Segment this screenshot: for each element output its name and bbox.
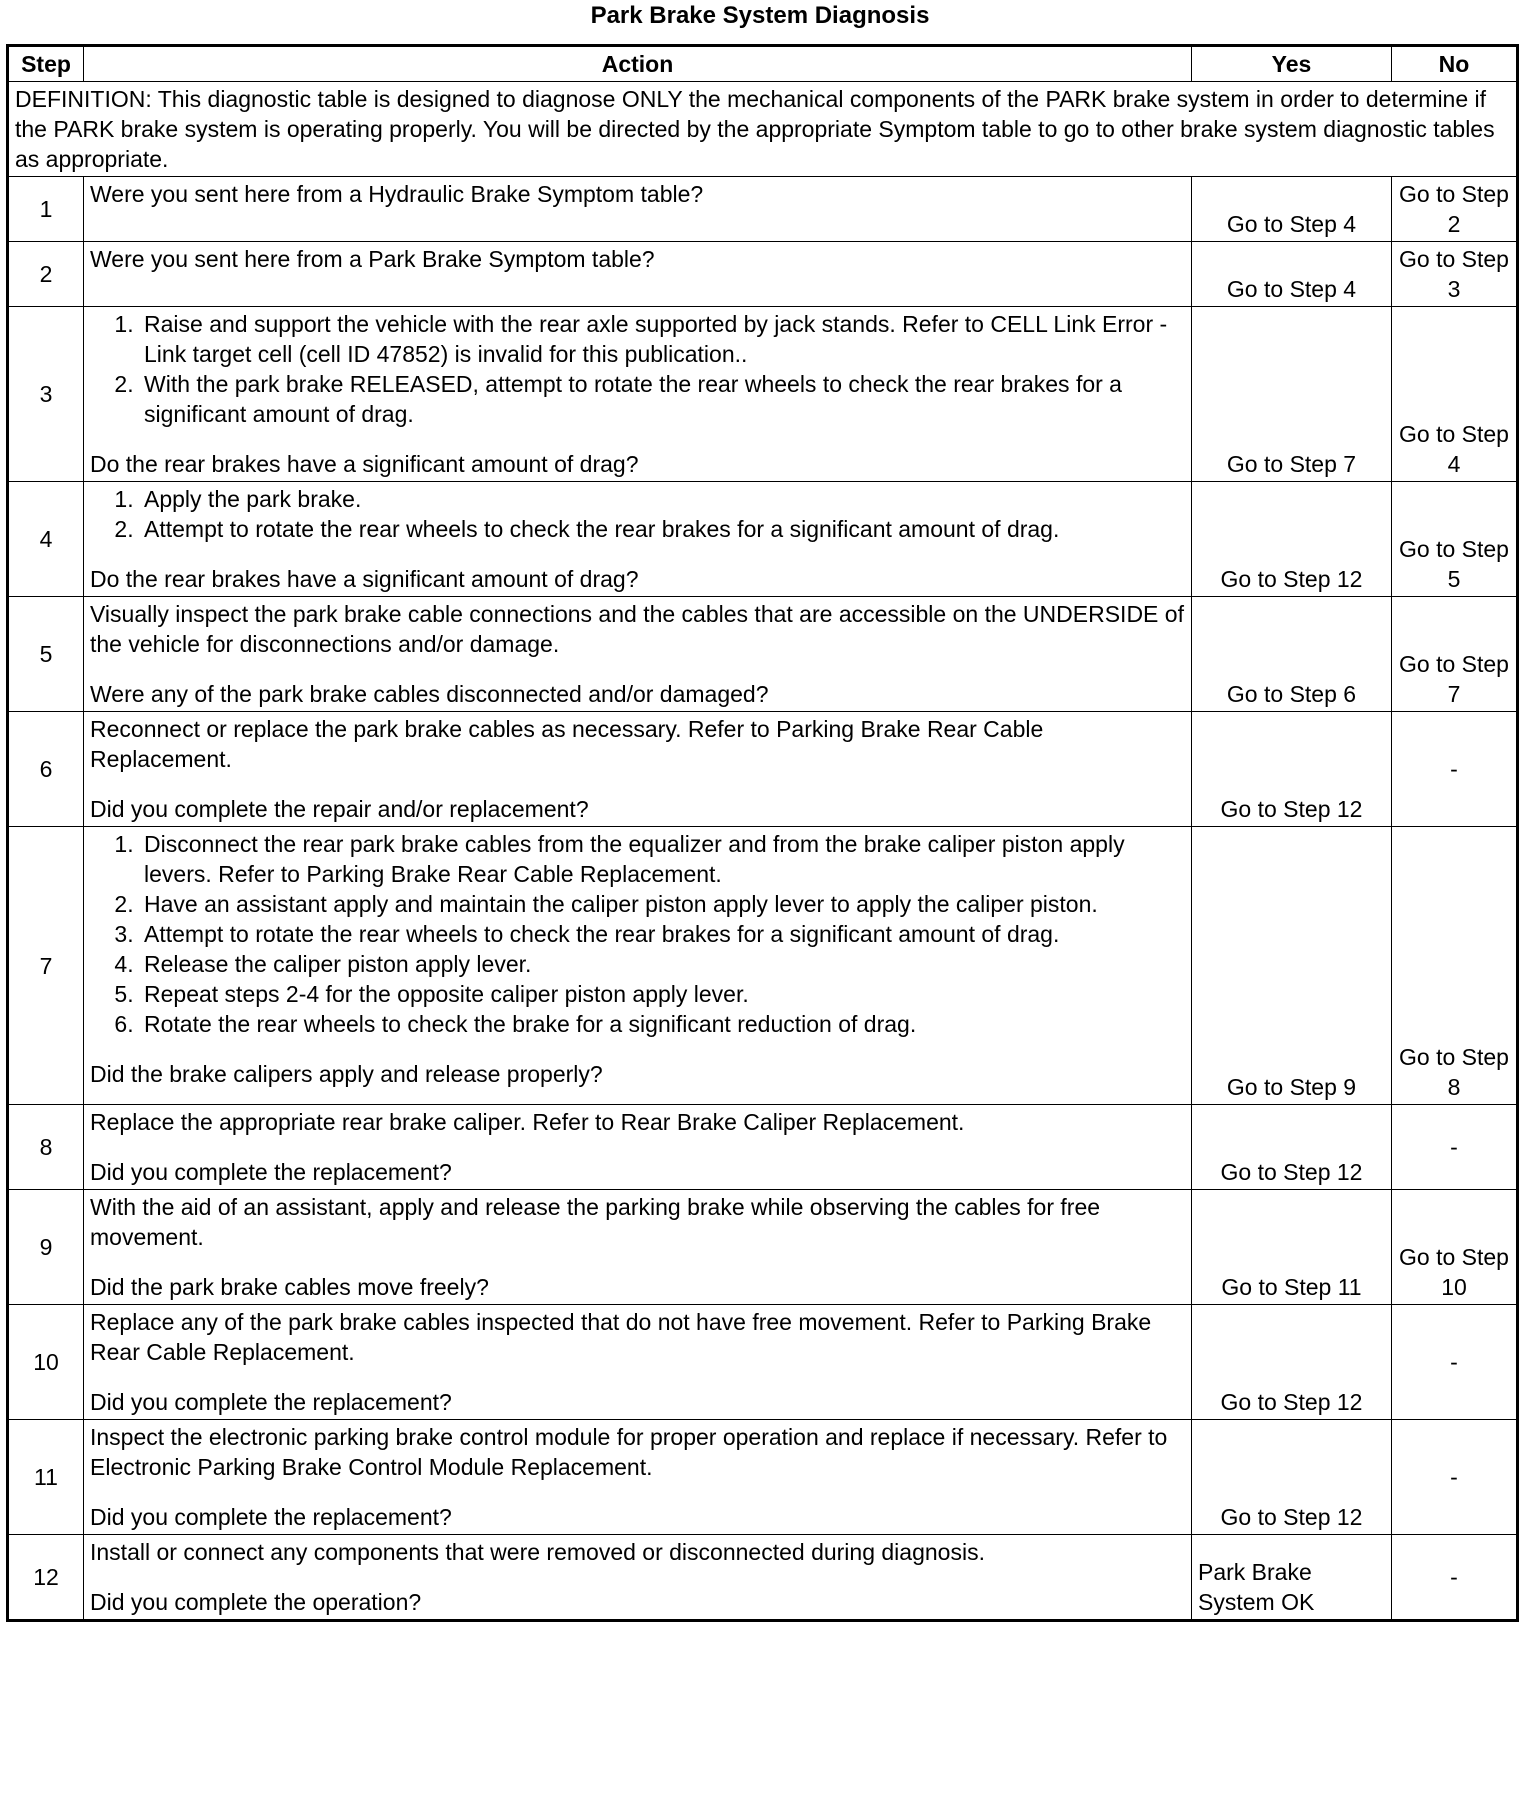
header-no: No — [1392, 46, 1518, 82]
action-question: Do the rear brakes have a significant amount of drag? — [90, 566, 639, 592]
yes-result: Go to Step 11 — [1192, 1190, 1392, 1305]
action-cell — [84, 827, 1192, 1105]
step-number: 4 — [8, 482, 84, 597]
action-step-item: 2. With the park brake RELEASED, attempt to rotate the rear wheels to check the rear brakes for a significant amount of drag. — [140, 369, 1185, 429]
page-title: Park Brake System Diagnosis — [590, 2, 930, 29]
table-row — [8, 1535, 1518, 1621]
table-row — [8, 827, 1518, 1105]
action-text: Visually inspect the park brake cable connections and the cables that are accessible on the UNDERSIDE of the vehicle for disconnections and/or damage. — [90, 601, 1184, 657]
action-cell — [84, 1105, 1192, 1190]
action-question: Did you complete the repair and/or replacement? — [90, 796, 589, 822]
step-number: 5 — [8, 597, 84, 712]
step-number: 8 — [8, 1105, 84, 1190]
spacer — [90, 1137, 1185, 1151]
spacer — [90, 544, 1185, 558]
table-row — [8, 712, 1518, 827]
no-result: Go to Step 3 — [1392, 242, 1518, 307]
action-question: Did the park brake cables move freely? — [90, 1274, 489, 1300]
yes-result: Go to Step 12 — [1192, 712, 1392, 827]
action-cell — [84, 597, 1192, 712]
spacer — [90, 1367, 1185, 1381]
action-cell — [84, 712, 1192, 827]
action-cell — [84, 1420, 1192, 1535]
action-step-item: 2. Attempt to rotate the rear wheels to check the rear brakes for a significant amount of drag. — [140, 514, 1185, 544]
action-text: Replace any of the park brake cables inspected that do not have free movement. Refer to Parking Brake Rear Cable Replacement. — [90, 1309, 1152, 1365]
action-question: Did you complete the replacement? — [90, 1159, 452, 1185]
action-steps-list — [90, 829, 1185, 1039]
spacer — [90, 1252, 1185, 1266]
action-text: Inspect the electronic parking brake control module for proper operation and replace if necessary. Refer to Electronic Parking Brake Control Module Replacement. — [90, 1424, 1168, 1480]
action-text: Replace the appropriate rear brake caliper. Refer to Rear Brake Caliper Replacement. — [90, 1109, 965, 1135]
no-result: Go to Step 2 — [1392, 177, 1518, 242]
step-number: 9 — [8, 1190, 84, 1305]
table-row — [8, 1420, 1518, 1535]
table-row — [8, 242, 1518, 307]
header-step: Step — [8, 46, 84, 82]
action-step-item: 4. Release the caliper piston apply lever. — [140, 949, 1185, 979]
spacer — [90, 659, 1185, 673]
spacer — [90, 1039, 1185, 1053]
no-result: - — [1392, 712, 1518, 827]
action-question: Did you complete the replacement? — [90, 1504, 452, 1530]
action-text: With the aid of an assistant, apply and release the parking brake while observing the cables for free movement. — [90, 1194, 1101, 1250]
diagnosis-table — [6, 44, 1519, 1622]
action-text: Were you sent here from a Hydraulic Brake Symptom table? — [90, 181, 704, 207]
no-result: Go to Step 8 — [1392, 827, 1518, 1105]
action-question: Did the brake calipers apply and release properly? — [90, 1061, 603, 1087]
definition-text: DEFINITION: This diagnostic table is designed to diagnose ONLY the mechanical components of the PARK brake system in order to determine if the PARK brake system is operating properly. You will be directed by the appropriate Symptom table to go to other brake system diagnostic tables as appropriate. — [8, 82, 1518, 177]
no-result: Go to Step 10 — [1392, 1190, 1518, 1305]
spacer — [90, 774, 1185, 788]
table-row — [8, 307, 1518, 482]
yes-result: Go to Step 4 — [1192, 177, 1392, 242]
action-cell — [84, 482, 1192, 597]
yes-result: Go to Step 12 — [1192, 482, 1392, 597]
no-result: - — [1392, 1305, 1518, 1420]
yes-result: Park Brake System OK — [1192, 1535, 1392, 1621]
action-steps-list — [90, 484, 1185, 544]
action-text: Install or connect any components that were removed or disconnected during diagnosis. — [90, 1539, 985, 1565]
action-step-item: 1. Apply the park brake. — [140, 484, 1185, 514]
header-action: Action — [84, 46, 1192, 82]
step-number: 12 — [8, 1535, 84, 1621]
no-result: - — [1392, 1535, 1518, 1621]
spacer — [90, 429, 1185, 443]
action-cell — [84, 1305, 1192, 1420]
no-result: Go to Step 5 — [1392, 482, 1518, 597]
action-cell — [84, 242, 1192, 307]
action-step-item: 3. Attempt to rotate the rear wheels to check the rear brakes for a significant amount of drag. — [140, 919, 1185, 949]
step-number: 11 — [8, 1420, 84, 1535]
action-question: Do the rear brakes have a significant amount of drag? — [90, 451, 639, 477]
action-steps-list — [90, 309, 1185, 429]
no-result: - — [1392, 1420, 1518, 1535]
no-result: Go to Step 4 — [1392, 307, 1518, 482]
action-step-item: 1. Disconnect the rear park brake cables from the equalizer and from the brake caliper piston apply levers. Refer to Parking Brake Rear Cable Replacement. — [140, 829, 1185, 889]
step-number: 10 — [8, 1305, 84, 1420]
step-number: 7 — [8, 827, 84, 1105]
step-number: 2 — [8, 242, 84, 307]
no-result: - — [1392, 1105, 1518, 1190]
spacer — [90, 1482, 1185, 1496]
action-cell — [84, 1535, 1192, 1621]
action-question: Were any of the park brake cables disconnected and/or damaged? — [90, 681, 769, 707]
definition-row — [8, 82, 1518, 177]
yes-result: Go to Step 7 — [1192, 307, 1392, 482]
step-number: 1 — [8, 177, 84, 242]
table-row — [8, 1190, 1518, 1305]
action-text: Reconnect or replace the park brake cables as necessary. Refer to Parking Brake Rear Cable Replacement. — [90, 716, 1044, 772]
yes-result: Go to Step 12 — [1192, 1420, 1392, 1535]
action-question: Did you complete the replacement? — [90, 1389, 452, 1415]
table-row — [8, 177, 1518, 242]
step-number: 3 — [8, 307, 84, 482]
yes-result: Go to Step 6 — [1192, 597, 1392, 712]
action-step-item: 6. Rotate the rear wheels to check the brake for a significant reduction of drag. — [140, 1009, 1185, 1039]
step-number: 6 — [8, 712, 84, 827]
action-step-item: 1. Raise and support the vehicle with the rear axle supported by jack stands. Refer to CELL Link Error - Link target cell (cell ID 47852) is invalid for this publication.. — [140, 309, 1185, 369]
action-cell — [84, 1190, 1192, 1305]
action-cell — [84, 307, 1192, 482]
action-question: Did you complete the operation? — [90, 1589, 422, 1615]
table-row — [8, 1105, 1518, 1190]
yes-result: Go to Step 9 — [1192, 827, 1392, 1105]
spacer — [90, 1567, 1185, 1581]
table-row — [8, 1305, 1518, 1420]
table-row — [8, 482, 1518, 597]
yes-result: Go to Step 4 — [1192, 242, 1392, 307]
action-step-item: 5. Repeat steps 2-4 for the opposite caliper piston apply lever. — [140, 979, 1185, 1009]
action-text: Were you sent here from a Park Brake Symptom table? — [90, 246, 655, 272]
no-result: Go to Step 7 — [1392, 597, 1518, 712]
yes-result: Go to Step 12 — [1192, 1305, 1392, 1420]
yes-result: Go to Step 12 — [1192, 1105, 1392, 1190]
action-step-item: 2. Have an assistant apply and maintain the caliper piston apply lever to apply the caliper piston. — [140, 889, 1185, 919]
header-row — [8, 46, 1518, 82]
action-cell — [84, 177, 1192, 242]
table-row — [8, 597, 1518, 712]
header-yes: Yes — [1192, 46, 1392, 82]
